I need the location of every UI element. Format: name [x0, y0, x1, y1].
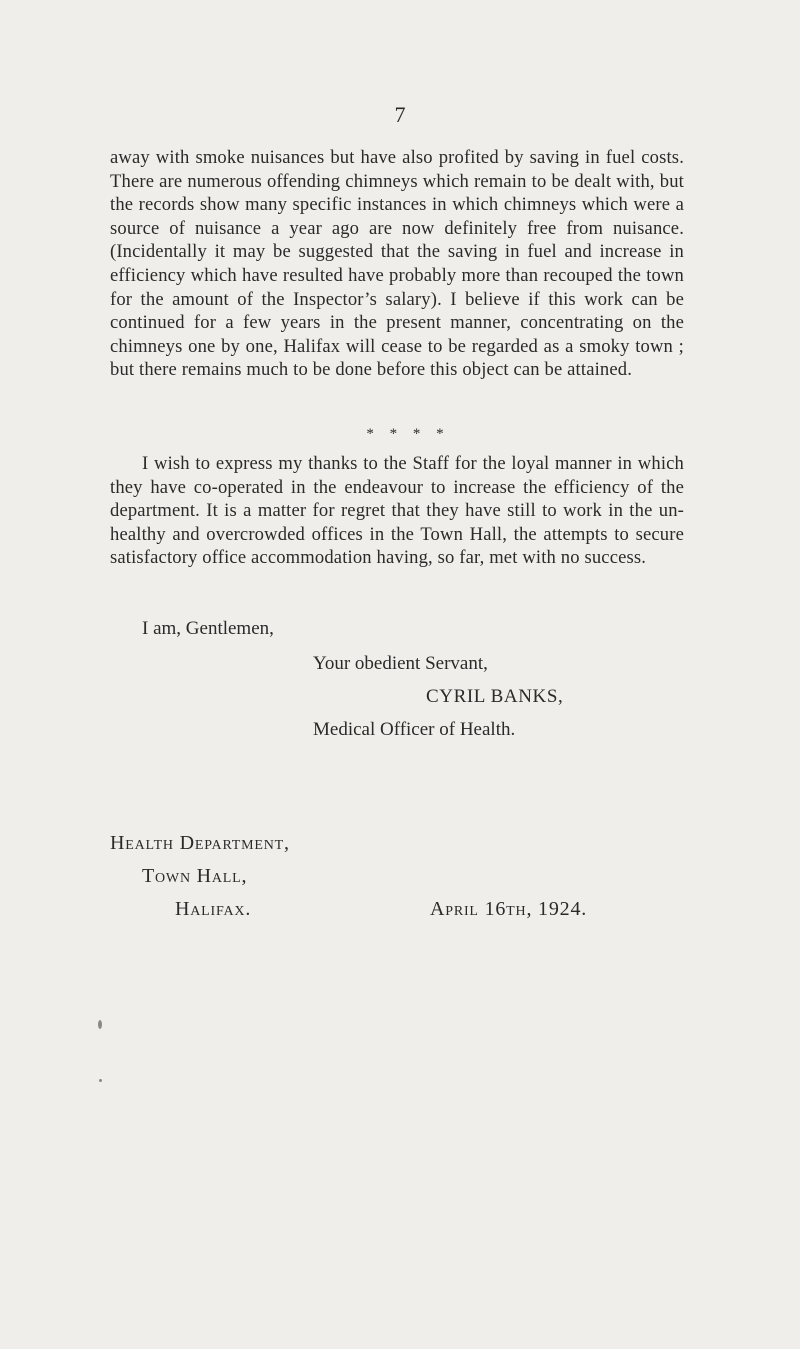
paragraph-thanks-to-staff: I wish to express my thanks to the Staff for the loyal manner in which they have co-operated in the endeavour to increase the efficiency of the department. It is a matter for regret that they have still to work in the un-healthy and overcrowded offices in the Town Hall, the attempts to secure satisfactory office accommodation having, so far, met with no success. — [110, 453, 684, 569]
letter-date: April 16th, 1924. — [430, 898, 588, 920]
address-line-department: Health Department, — [110, 832, 290, 854]
closing-sign-off: Your obedient Servant, — [313, 653, 488, 674]
paper-speck — [98, 1020, 102, 1029]
signatory-title: Medical Officer of Health. — [313, 719, 516, 740]
page-number: 7 — [394, 102, 406, 127]
address-line-building: Town Hall, — [142, 865, 248, 887]
paragraph-smoke-nuisance: away with smoke nuisances but have also profited by saving in fuel costs. There are numerous offending chimneys which remain to be dealt with, but the records show many specific instances in which chimneys which were a source of nuisance a year ago are now definitely free from nuisance. (Incidentally it may be suggested that the saving in fuel and increase in efficiency which have resulted have probably more than recouped the town for the amount of the Inspector’s salary). I believe if this work can be continued for a few years in the present manner, concentrating on the chimneys one by one, Halifax will cease to be regarded as a smoky town ; but there remains much to be done before this object can be attained. — [110, 147, 684, 381]
signatory-name: CYRIL BANKS, — [426, 686, 564, 707]
section-separator: * * * * — [366, 426, 444, 442]
closing-salutation: I am, Gentlemen, — [142, 618, 274, 639]
address-line-town: Halifax. — [175, 898, 252, 920]
paper-speck — [99, 1079, 102, 1082]
